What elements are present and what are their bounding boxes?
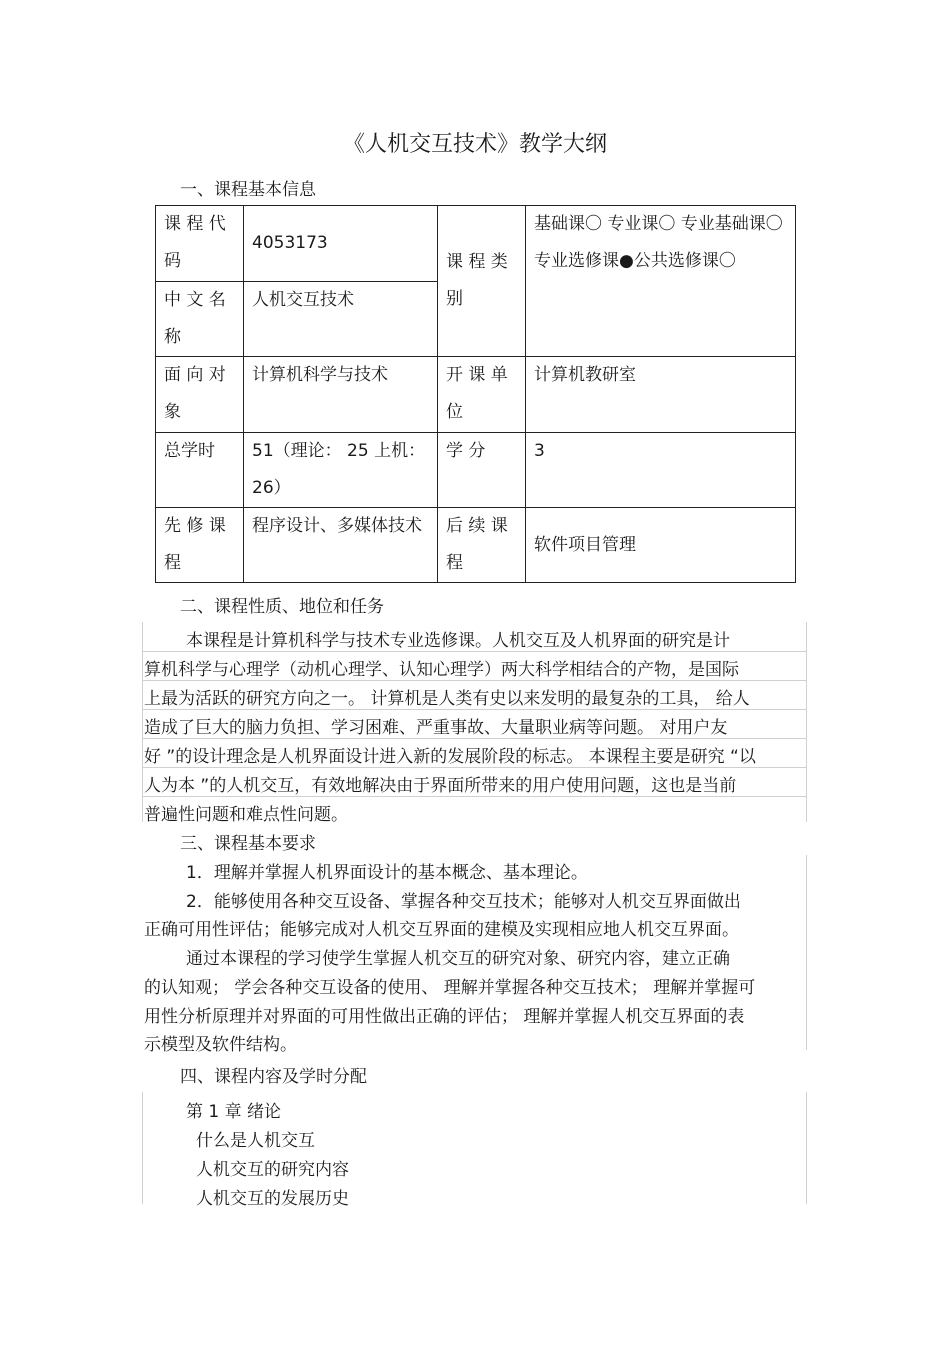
- prerequisite-value: 程序设计、多媒体技术: [244, 508, 438, 583]
- text-box-right-border: [806, 1092, 807, 1204]
- target-value: 计算机科学与技术: [244, 357, 438, 433]
- text-box-left-border: [142, 622, 143, 822]
- paragraph-line: 普遍性问题和难点性问题。: [144, 805, 348, 825]
- text-rule: [142, 767, 806, 768]
- text-box-right-border: [806, 855, 807, 1050]
- credit-label: 学 分: [438, 433, 526, 508]
- unit-label: 开 课 单 位: [438, 357, 526, 433]
- credit-value: 3: [526, 433, 796, 508]
- text-box-right-border: [806, 622, 807, 822]
- followup-value: 软件项目管理: [526, 508, 796, 583]
- text-box-left-border: [142, 1092, 143, 1204]
- chapter-item: 人机交互的发展历史: [196, 1189, 349, 1209]
- text-rule: [142, 651, 806, 652]
- paragraph-line: 通过本课程的学习使学生掌握人机交互的研究对象、研究内容，建立正确: [186, 949, 730, 969]
- paragraph-line: 算机科学与心理学（动机心理学、认知心理学）两大科学相结合的产物，是国际: [144, 660, 739, 680]
- section-heading-content: 四、课程内容及学时分配: [180, 1067, 367, 1087]
- chapter-title: 第 1 章 绪论: [186, 1102, 282, 1122]
- section-heading-requirements: 三、课程基本要求: [180, 834, 316, 854]
- chinese-name-value: 人机交互技术: [244, 282, 438, 357]
- paragraph-line: 示模型及软件结构。: [144, 1035, 297, 1055]
- category-options-line2: 专业选修课●公共选修课〇: [534, 251, 736, 271]
- text-rule: [142, 680, 806, 681]
- text-rule: [142, 738, 806, 739]
- paragraph-line: 用性分析原理并对界面的可用性做出正确的评估； 理解并掌握人机交互界面的表: [144, 1007, 745, 1027]
- unit-value: 计算机教研室: [526, 357, 796, 433]
- code-label: 课 程 代 码: [156, 206, 244, 282]
- chapter-item: 什么是人机交互: [196, 1131, 315, 1151]
- prerequisite-label: 先 修 课 程: [156, 508, 244, 583]
- followup-label: 后 续 课 程: [438, 508, 526, 583]
- text-rule: [142, 796, 806, 797]
- total-hours-value: 51（理论： 25 上机： 26）: [244, 433, 438, 508]
- section-heading-basic-info: 一、课程基本信息: [180, 180, 316, 200]
- target-label: 面 向 对 象: [156, 357, 244, 433]
- requirement-item-2: 2．能够使用各种交互设备、掌握各种交互技术；能够对人机交互界面做出: [186, 892, 741, 912]
- course-info-table: [155, 205, 796, 583]
- paragraph-line: 上最为活跃的研究方向之一。 计算机是人类有史以来发明的最复杂的工具， 给人: [144, 689, 750, 709]
- category-label: 课 程 类 别: [438, 206, 526, 357]
- requirement-item-1: 1．理解并掌握人机界面设计的基本概念、基本理论。: [186, 863, 588, 883]
- paragraph-line: 本课程是计算机科学与技术专业选修课。人机交互及人机界面的研究是计: [186, 631, 730, 651]
- paragraph-line: 好 ”的设计理念是人机界面设计进入新的发展阶段的标志。 本课程主要是研究 “以: [144, 747, 756, 767]
- code-value: 4053173: [244, 206, 438, 282]
- paragraph-line: 造成了巨大的脑力负担、学习困难、严重事故、大量职业病等问题。 对用户友: [144, 718, 728, 738]
- category-value: [526, 206, 796, 357]
- category-options-line1: 基础课〇 专业课〇 专业基础课〇: [534, 214, 783, 234]
- text-rule: [142, 709, 806, 710]
- total-hours-label: 总学时: [156, 433, 244, 508]
- chapter-item: 人机交互的研究内容: [196, 1160, 349, 1180]
- paragraph-line: 的认知观； 学会各种交互设备的使用、 理解并掌握各种交互技术； 理解并掌握可: [144, 978, 756, 998]
- section-heading-nature: 二、课程性质、地位和任务: [180, 597, 384, 617]
- page-title: 《人机交互技术》教学大纲: [342, 132, 607, 157]
- requirement-item-2-cont: 正确可用性评估；能够完成对人机交互界面的建模及实现相应地人机交互界面。: [144, 920, 739, 940]
- chinese-name-label: 中 文 名 称: [156, 282, 244, 357]
- paragraph-line: 人为本 ”的人机交互，有效地解决由于界面所带来的用户使用问题，这也是当前: [144, 776, 737, 796]
